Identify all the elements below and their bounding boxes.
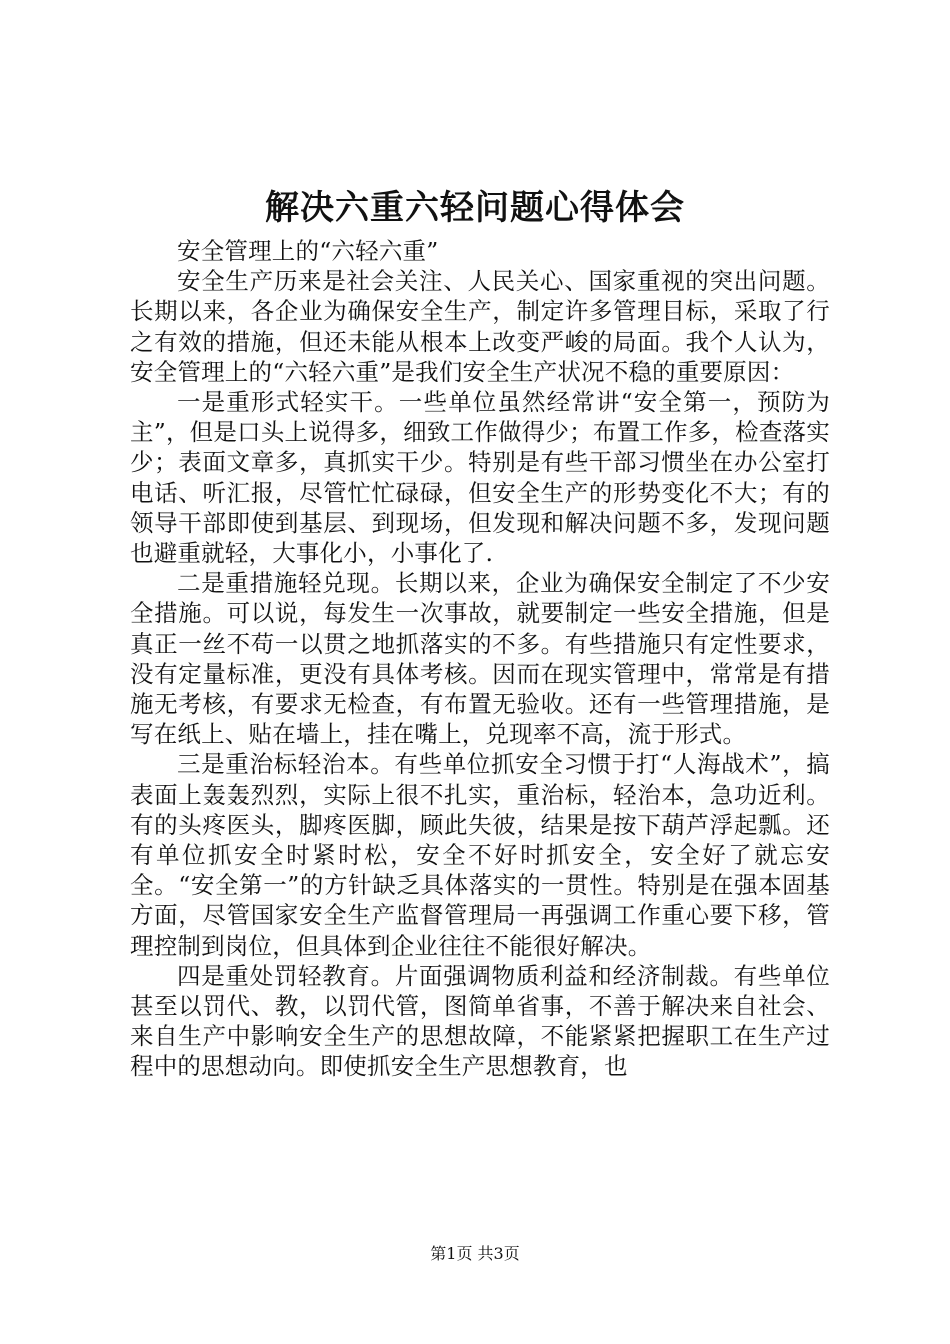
paragraph: 安全管理上的“六轻六重” — [177, 237, 439, 265]
page-number-footer: 第1页 共3页 — [430, 1244, 520, 1263]
document-title: 解决六重六轻问题心得体会 — [265, 188, 685, 228]
paragraph: 四是重处罚轻教育。片面强调物质利益和经济制裁。有些单位甚至以罚代、教，以罚代管，图简单省事，不善于解决来自社会、来自生产中影响安全生产的思想故障，不能紧紧把握职工在生产过程中的思想动向。即使抓安全生产思想教育，也 — [130, 961, 830, 1081]
paragraph: 三是重治标轻治本。有些单位抓安全习惯于打“人海战术”，搞表面上轰轰烈烈，实际上很不扎实，重治标，轻治本，急功近利。有的头疼医头，脚疼医脚，顾此失彼，结果是按下葫芦浮起瓢。还有单位抓安全时紧时松，安全不好时抓安全，安全好了就忘安全。“安全第一”的方针缺乏具体落实的一贯性。特别是在强本固基方面，尽管国家安全生产监督管理局一再强调工作重心要下移，管理控制到岗位，但具体到企业往往不能很好解决。 — [130, 750, 830, 960]
paragraph: 安全生产历来是社会关注、人民关心、国家重视的突出问题。长期以来，各企业为确保安全生产，制定许多管理目标，采取了行之有效的措施，但还未能从根本上改变严峻的局面。我个人认为，安全管理上的“六轻六重”是我们安全生产状况不稳的重要原因： — [130, 267, 830, 386]
document-body — [130, 236, 830, 1082]
paragraph: 一是重形式轻实干。一些单位虽然经常讲“安全第一，预防为主”，但是口头上说得多，细致工作做得少；布置工作多，检查落实少；表面文章多，真抓实干少。特别是有些干部习惯坐在办公室打电话、听汇报，尽管忙忙碌碌，但安全生产的形势变化不大；有的领导干部即使到基层、到现场，但发现和解决问题不多，发现问题也避重就轻，大事化小，小事化了. — [130, 388, 830, 568]
paragraph: 二是重措施轻兑现。长期以来，企业为确保安全制定了不少安全措施。可以说，每发生一次事故，就要制定一些安全措施，但是真正一丝不苟一以贯之地抓落实的不多。有些措施只有定性要求，没有定量标准，更没有具体考核。因而在现实管理中，常常是有措施无考核，有要求无检查，有布置无验收。还有一些管理措施，是写在纸上、贴在墙上，挂在嘴上，兑现率不高，流于形式。 — [130, 569, 830, 749]
